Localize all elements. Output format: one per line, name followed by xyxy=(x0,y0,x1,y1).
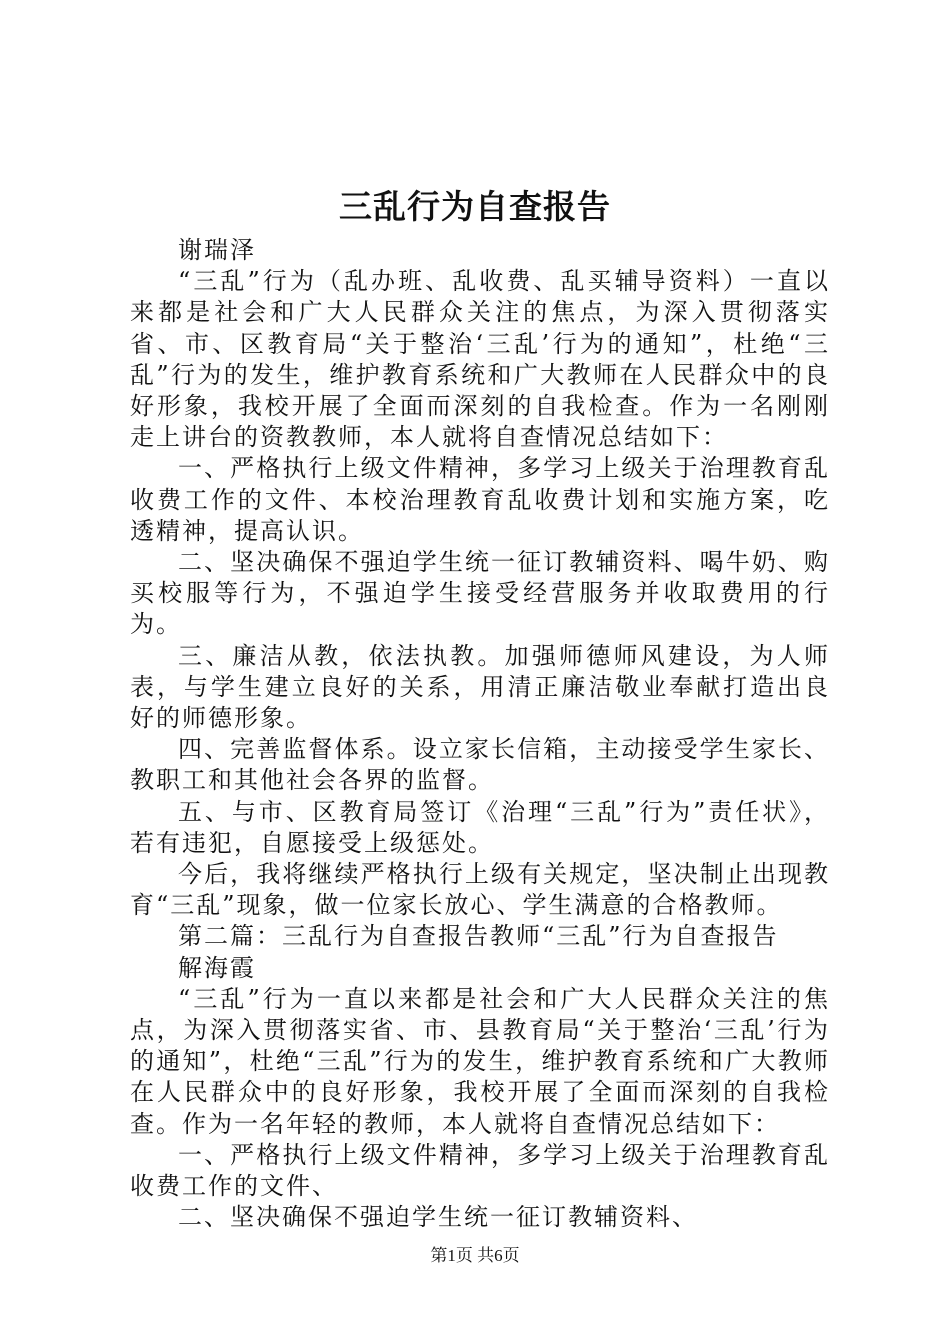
page-footer: 第1页 共6页 xyxy=(430,1246,520,1265)
item-paragraph-2-2: 二、坚决确保不强迫学生统一征订教辅资料、 xyxy=(178,1203,698,1232)
item-paragraph-2-1: 一、严格执行上级文件精神，多学习上级关于治理教育乱收费工作的文件、 xyxy=(130,1140,830,1201)
item-paragraph-5: 五、与市、区教育局签订《治理“三乱”行为”责任状》，若有违犯，自愿接受上级惩处。 xyxy=(130,797,830,857)
intro-paragraph-2: “三乱”行为一直以来都是社会和广大人民群众关注的焦点，为深入贯彻落实省、市、县教育局“关于整治‘三乱’行为的通知”，杜绝“三乱”行为的发生，维护教育系统和广大教师在人民群众中的良好形象，我校开展了全面而深刻的自我检查。作为一名年轻的教师，本人就将自查情况总结如下： xyxy=(130,984,830,1138)
author-line-2: 解海霞 xyxy=(178,953,256,982)
item-paragraph-4: 四、完善监督体系。设立家长信箱，主动接受学生家长、教职工和其他社会各界的监督。 xyxy=(130,735,830,795)
author-line: 谢瑞泽 xyxy=(178,236,256,264)
item-paragraph-2: 二、坚决确保不强迫学生统一征订教辅资料、喝牛奶、购买校服等行为，不强迫学生接受经营服务并收取费用的行为。 xyxy=(130,548,830,639)
item-paragraph-3: 三、廉洁从教，依法执教。加强师德师风建设，为人师表，与学生建立良好的关系，用清正廉洁敬业奉献打造出良好的师德形象。 xyxy=(130,641,830,733)
document-title: 三乱行为自查报告 xyxy=(339,187,611,226)
section-heading: 第二篇：三乱行为自查报告教师“三乱”行为自查报告 xyxy=(178,922,779,951)
intro-paragraph: “三乱”行为（乱办班、乱收费、乱买辅导资料）一直以来都是社会和广大人民群众关注的焦点，为深入贯彻落实省、市、区教育局“关于整治‘三乱’行为的通知”，杜绝“三乱”行为的发生，维护教育系统和广大教师在人民群众中的良好形象，我校开展了全面而深刻的自我检查。作为一名刚刚走上讲台的资教教师，本人就将自查情况总结如下： xyxy=(130,267,830,452)
document-body xyxy=(130,235,830,1234)
item-paragraph-1: 一、严格执行上级文件精神，多学习上级关于治理教育乱收费工作的文件、本校治理教育乱收费计划和实施方案，吃透精神，提高认识。 xyxy=(130,454,830,545)
closing-paragraph: 今后，我将继续严格执行上级有关规定，坚决制止出现教育“三乱”现象，做一位家长放心、学生满意的合格教师。 xyxy=(130,860,830,920)
